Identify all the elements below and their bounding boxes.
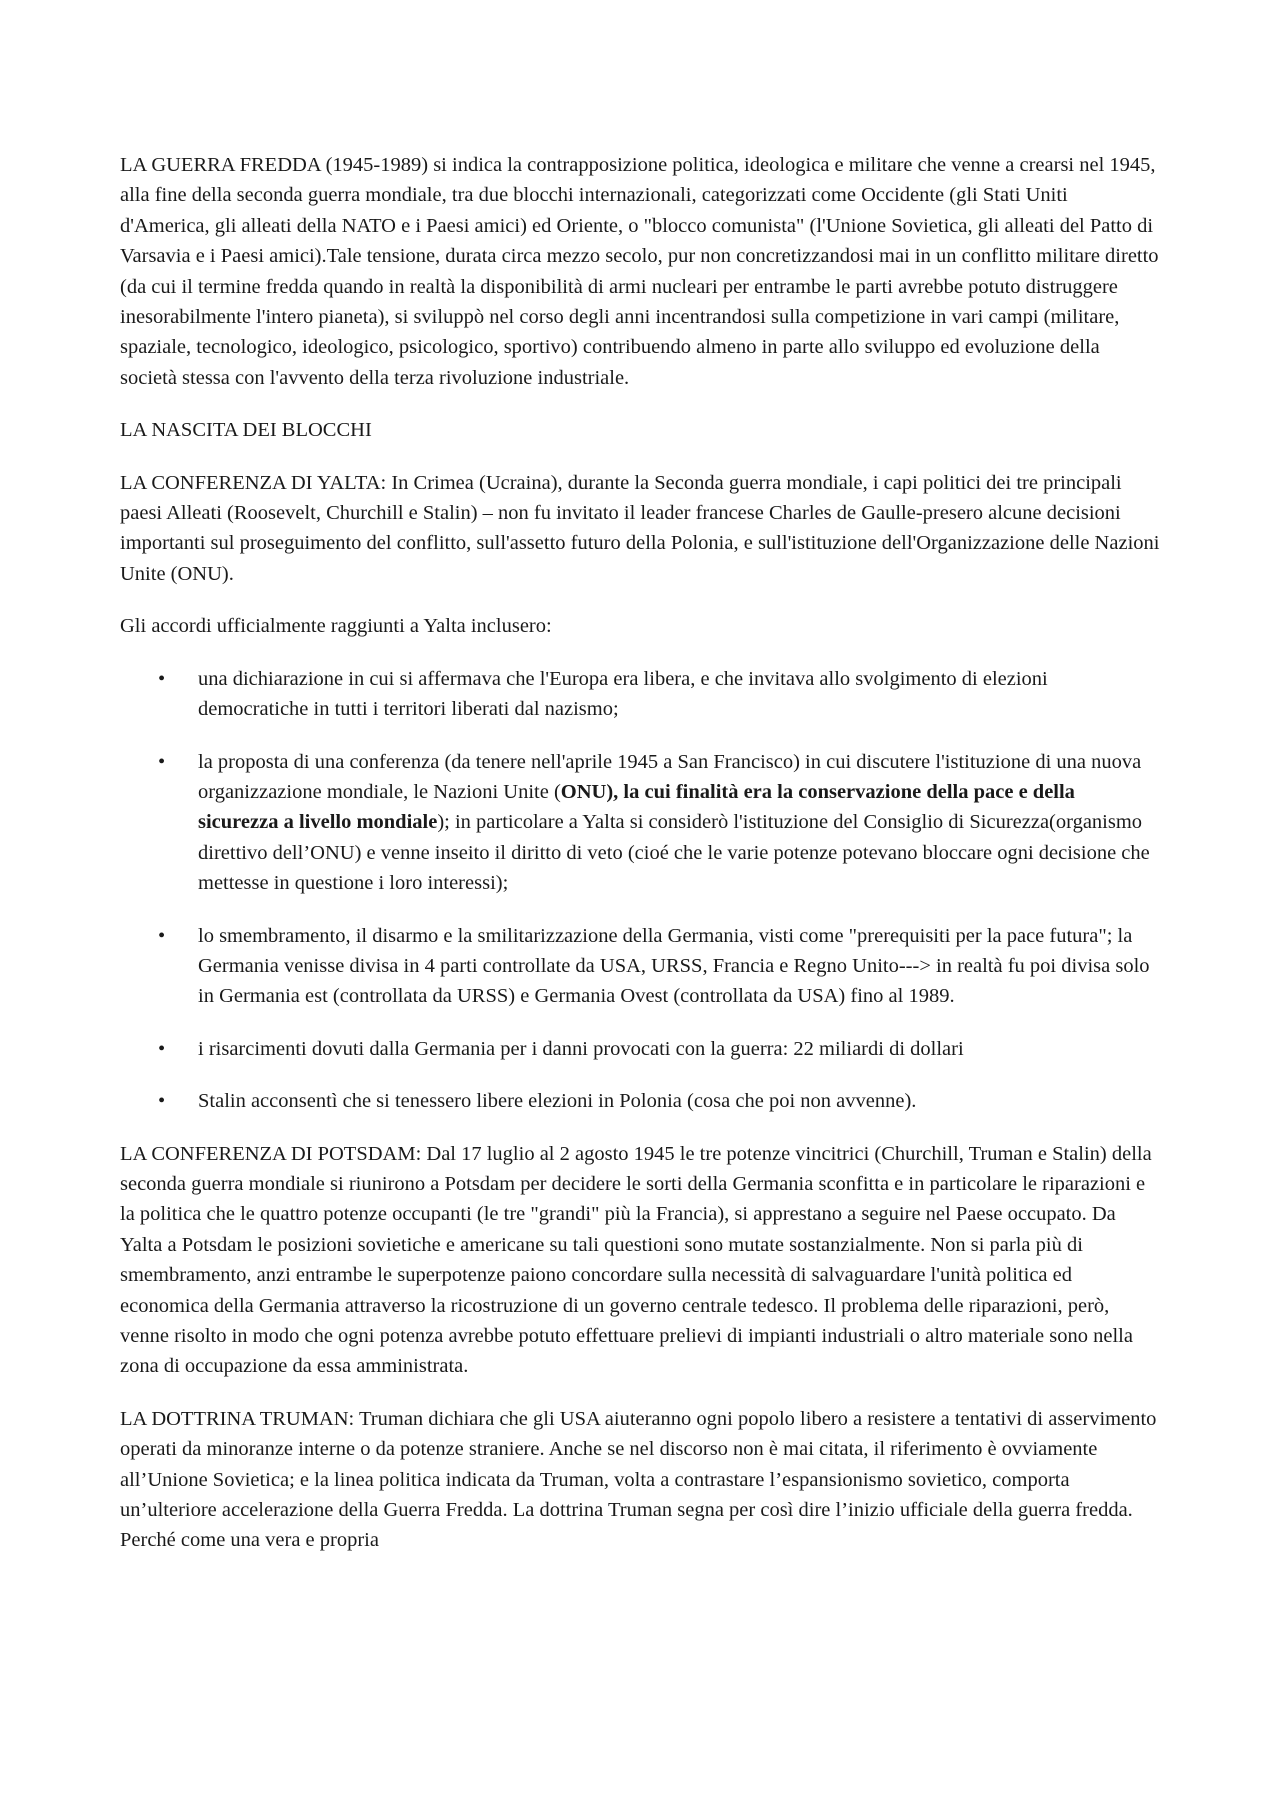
section-heading: LA NASCITA DEI BLOCCHI [120,419,372,442]
list-item [120,747,1160,899]
list-item-text: la proposta di una conferenza (da tenere nell'aprile 1945 a San Francisco) in cui discutere l'istituzione di una nuova organizzazione mondiale, le Nazioni Unite ( [198,750,1142,803]
list-item-text: ); in particolare a Yalta si considerò l'istituzione del Consiglio di Sicurezza(organismo direttivo dell’ONU) e venne inseito il diritto di veto (cioé che le varie potenze potevano bloccare ogni decisione che mettesse in questione i loro interessi); [198,811,1150,895]
bullet-icon: • [158,1037,166,1060]
potsdam-paragraph: LA CONFERENZA DI POTSDAM: Dal 17 luglio al 2 agosto 1945 le tre potenze vincitrici (Churchill, Truman e Stalin) della seconda guerra mondiale si riunirono a Potsdam per decidere le sorti della Germania sconfitta e in particolare le riparazioni e la politica che le quattro potenze occupanti (le tre "grandi" più la Francia), si apprestano a seguire nel Paese occupato. Da Yalta a Potsdam le posizioni sovietiche e americane su tali questioni sono mutate sostanzialmente. Non si parla più di smembramento, anzi entrambe le superpotenze paiono concordare sulla necessità di salvaguardare l'unità politica ed economica della Germania attraverso la ricostruzione di un governo centrale tedesco. Il problema delle riparazioni, però, venne risolto in modo che ogni potenza avrebbe potuto effettuare prelievi di impianti industriali o altro materiale sono nella zona di occupazione da essa amministrata. [120,1142,1152,1378]
bullet-icon: • [158,924,166,947]
list-item-text: Stalin acconsentì che si tenessero libere elezioni in Polonia (cosa che poi non avvenne). [198,1090,917,1113]
list-item [120,921,1160,1012]
agreements-intro: Gli accordi ufficialmente raggiunti a Yalta inclusero: [120,615,552,638]
bullet-icon: • [158,1090,166,1113]
list-item [120,1034,1160,1064]
intro-paragraph: LA GUERRA FREDDA (1945-1989) si indica la contrapposizione politica, ideologica e militare che venne a crearsi nel 1945, alla fine della seconda guerra mondiale, tra due blocchi internazionali, categorizzati come Occidente (gli Stati Uniti d'America, gli alleati della NATO e i Paesi amici) ed Oriente, o "blocco comunista" (l'Unione Sovietica, gli alleati del Patto di Varsavia e i Paesi amici).Tale tensione, durata circa mezzo secolo, pur non concretizzandosi mai in un conflitto militare diretto (da cui il termine fredda quando in realtà la disponibilità di armi nucleari per entrambe le parti avrebbe potuto distruggere inesorabilmente l'intero pianeta), si sviluppò nel corso degli anni incentrandosi sulla competizione in vari campi (militare, spaziale, tecnologico, ideologico, psicologico, sportivo) contribuendo almeno in parte allo sviluppo ed evoluzione della società stessa con l'avvento della terza rivoluzione industriale. [120,154,1159,389]
list-item [120,664,1160,725]
bullet-icon: • [158,667,166,690]
list-item [120,1086,1160,1116]
list-item-text: lo smembramento, il disarmo e la smilitarizzazione della Germania, visti come "prerequisiti per la pace futura"; la Germania venisse divisa in 4 parti controllate da USA, URSS, Francia e Regno Unito---> in realtà fu poi divisa solo in Germania est (controllata da URSS) e Germania Ovest (controllata da USA) fino al 1989. [198,924,1150,1008]
list-item-text: i risarcimenti dovuti dalla Germania per i danni provocati con la guerra: 22 miliardi di dollari [198,1037,964,1060]
list-item-bold-text: ONU), la cui finalità era la conservazione della pace e della sicurezza a livello mondiale [198,780,1075,834]
truman-paragraph: LA DOTTRINA TRUMAN: Truman dichiara che gli USA aiuteranno ogni popolo libero a resistere a tentativi di asservimento operati da minoranze interne o da potenze straniere. Anche se nel discorso non è mai citata, il riferimento è ovviamente all’Unione Sovietica; e la linea politica indicata da Truman, volta a contrastare l’espansionismo sovietico, comporta un’ulteriore accelerazione della Guerra Fredda. La dottrina Truman segna per così dire l’inizio ufficiale della guerra fredda. Perché come una vera e propria [120,1407,1157,1552]
bullet-icon: • [158,750,166,773]
agreements-list [120,664,1160,1117]
list-item-text: una dichiarazione in cui si affermava che l'Europa era libera, e che invitava allo svolgimento di elezioni democratiche in tutti i territori liberati dal nazismo; [198,667,1048,721]
yalta-paragraph: LA CONFERENZA DI YALTA: In Crimea (Ucraina), durante la Seconda guerra mondiale, i capi politici dei tre principali paesi Alleati (Roosevelt, Churchill e Stalin) – non fu invitato il leader francese Charles de Gaulle-presero alcune decisioni importanti sul proseguimento del conflitto, sull'assetto futuro della Polonia, e sull'istituzione dell'Organizzazione delle Nazioni Unite (ONU). [120,471,1160,585]
